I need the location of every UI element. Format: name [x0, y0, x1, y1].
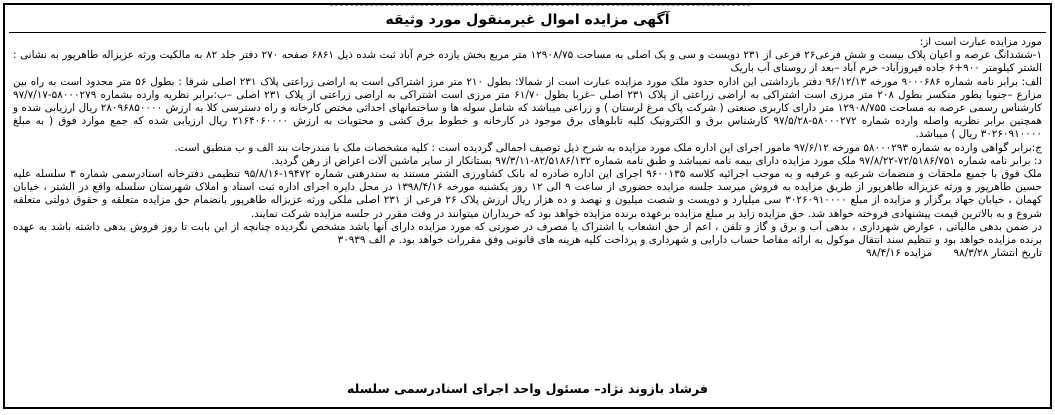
top-border-mark	[330, 5, 750, 8]
paragraph-debts: در ضمن بدهی مالیاتی ، عوارض شهرداری ، بدهی آب و برق و گاز و تلفن ، اعم از حق انشعاب یا اشتراک یا مصرف در صورتی که مورد مزایده دارای آنها باشد مشخص نگردیده چنانچه از این بابت تا روز فروش بدهی داشته باشد به عهده برنده مزایده خواهد بود و تنظیم سند انتقال موکول به ارائه مفاصا حساب دارایی و شهرداری و پرداخت کلیه هزینه های قانونی وفق مقررات خواهد بود. م الف ۳۰۹۳۹	[13, 220, 1042, 247]
paragraph-inspection: ج:برابر گواهی وارده به شماره ۵۸۰۰۰۲۹۳ مورخه ۹۷/۶/۱۲ مامور اجرای این اداره ملک مورد مزایده به شرح ذیل توصیف اجمالی گردیده است : کلیه مشخصات ملک با مندرجات بند الف و ب منطبق است.	[174, 141, 1042, 154]
paragraph-insurance: د: برابر نامه شماره ۷۲/۵۱۸۶/۷۵۱-۹۷/۸/۲۲ ملک مورد مزایده دارای بیمه نامه نمیباشد و طبق نامه شماره ۸۲/۵۱۸۶/۱۳۲-۹۷/۳/۱۱ بستانکار از سایر ماشین آلات اعراض از رهن گردید.	[271, 154, 1042, 167]
notice-title: آگهی مزایده اموال غیرمنقول مورد وثیقه	[385, 12, 670, 28]
paragraph-property: ۱-ششدانگ عرصه و اعیان پلاک بیست و شش فرعی۲۶ فرعی از ۲۳۱ دویست و سی و یک اصلی به مساحت ۱۲۹۰۸/۷۵ متر مربع بخش یازده خرم آباد ثبت شده ذیل ۶۸۶۱ صفحه ۲۷۰ دفتر جلد ۸۲ به مالکیت ورثه عزیزاله طاهرپور به نشانی : الشتر کیلومتر ۹۰۰+۶ جاده فیروزآباد- خرم آباد –بعد از روستای آب باریک	[13, 49, 1043, 75]
paragraph-auction-terms: ملک فوق با جمیع ملحقات و منضمات شرعیه و عرفیه و به موجب اجرائیه کلاسه ۹۶۰۰۱۳۵ اجرای این اداره صادره له بانک کشاورزی الشتر مستند به سندرهنی شماره ۱۹۴۷۲-۹۵/۸/۱۶ تنظیمی دفترخانه اسنادرسمی شماره ۳ سلسله علیه حسین طاهرپور و ورثه عزیزاله طاهرپور از طریق مزایده به فروش میرسد جلسه مزایده حضوری از ساعت ۹ الی ۱۲ روز یکشنبه مورخه ۱۳۹۸/۴/۱۶ در محل دایره اجرای اداره ثبت اسناد و املاک شهرستان سلسله واقع در الشتر ، خیابان کهمان ، خیابان جهاد برگزار و مزایده از مبلغ ۳۰۲۶۰۹۱۰۰۰۰ سی میلیارد و دویست و شصت میلیون و نهصد و ده هزار ریال ارزش پلاک ۲۶ فرعی از ۲۳۱ اصلی ملکی ورثه عزیزاله طاهرپور بانضمام حق مزایده متعلقه و حقوق دولتی متعلقه شروع و به بالاترین قیمت پیشنهادی فروخته خواهد شد. حق مزایده زاید بر مبلغ مزایده برعهده برنده مزایده خواهد بود که خریداران میتوانند در وقت مقرر در جلسه مزایده شرکت نمایند.	[13, 168, 1043, 220]
paragraph-boundaries: الف: برابر نامه شماره ۹۰۰۰۶۸۶ مورخه ۹۶/۱۲/۱۳ دفتر بازداشتی این اداره حدود ملک مورد مزایده عبارت است از شمالا: بطول ۲۱۰ متر مرز اشتراکی است به اراضی زراعتی پلاک ۲۳۱ اصلی شرقا : بطول ۵۶ متر محدود است به راه بین مزارع –جنوبا بطور منکسر بطول ۲۰۸ متر مرزی است اشتراکی به اراضی زراعتی از پلاک ۲۳۱ اصلی –غربا بطول ۶۱/۷۰ متر مرزی است اشتراکی به اراضی زراعتی از پلاک ۲۳۱ اصلی –ب:برابر نظریه وارده بشماره ۵۸۰۰۰۲۷۹-۹۷/۷/۱۷ کارشناس رسمی عرصه به مساحت ۱۲۹۰۸/۷۵۵ متر دارای کاربری صنعتی ( شرکت پاک مرغ لرستان ) و زراعی میباشد که شامل سوله ها و ساختمانهای احداثی مختص کارخانه و راه دسترسی کلا به ارزش ۲۸۰۹۶۸۵۰۰۰۰ ریال ارزیابی شده و همچنین برابر نظریه واصله وارده شماره ۵۸۰۰۰۲۷۲-۹۷/۵/۲۸ کارشناس برق و الکترونیک کلیه تابلوهای برق موجود در کارخانه و خطوط برق کشی و محتویات به ارزش ۲۱۶۴۰۶۰۰۰۰ ریال ارزیابی شده که جمع موارد فوق ( به مبلغ ۳۰۲۶۰۹۱۰۰۰۰ ریال ) میباشد.	[13, 75, 1042, 141]
notice-body	[5, 33, 1050, 247]
signature: فرشاد بازوند نژاد– مسئول واحد اجرای اسنادرسمی سلسله	[347, 381, 708, 396]
publish-date: تاریخ انتشار ۹۸/۳/۲۸	[953, 247, 1042, 260]
dates-line	[5, 247, 1050, 260]
intro-line: مورد مزایده عبارت است از:	[919, 36, 1042, 48]
auction-notice	[3, 3, 1052, 409]
auction-date: مزایده ۹۸/۴/۱۶	[865, 247, 933, 260]
